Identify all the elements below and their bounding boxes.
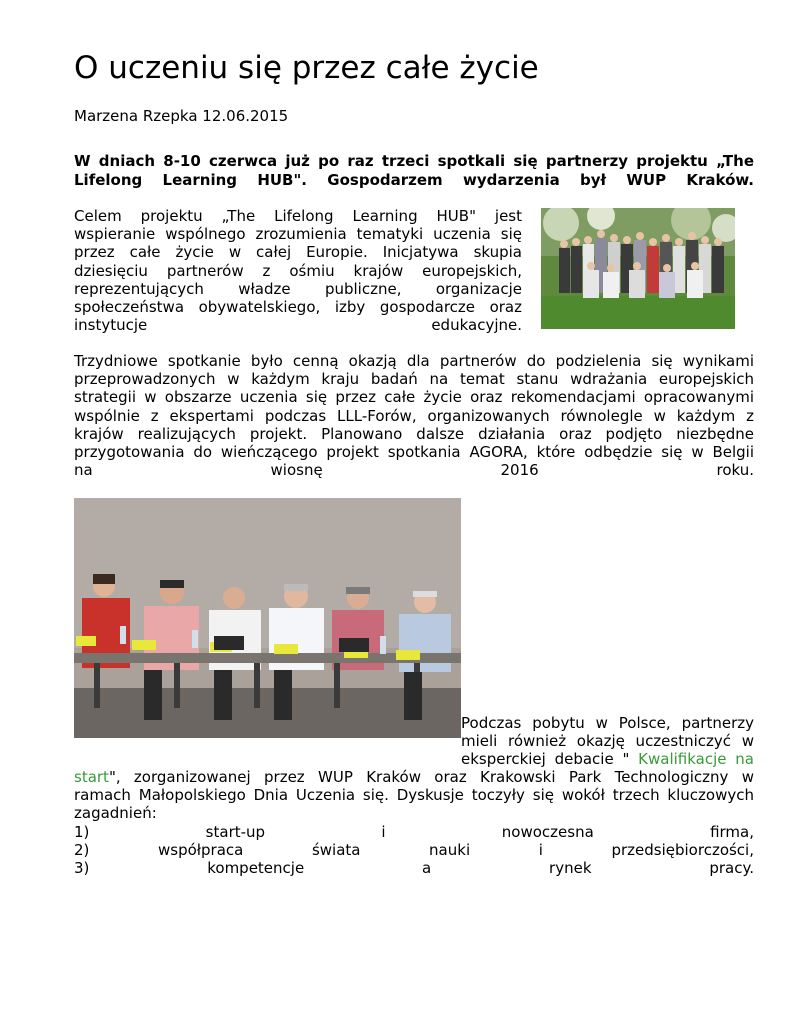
- text-line: przeprowadzonych w każdym kraju badań na temat stanu wdrażania europejskich: [74, 370, 754, 389]
- text-line: wspólnie z ekspertami podczas LLL-Forów, organizowanych równolegle w każdym z: [74, 406, 754, 425]
- text-line: na wiosnę 2016 roku.: [74, 461, 754, 480]
- text-line: mieli również okazję uczestniczyć w: [461, 732, 754, 751]
- paragraph-intro: [74, 207, 522, 334]
- article-lead: [74, 152, 754, 190]
- text-line: Trzydniowe spotkanie było cenną okazją dla partnerów do podzielenia się wynikami: [74, 352, 754, 370]
- text-line: wspieranie wspólnego zrozumienia tematyki uczenia się: [74, 225, 522, 244]
- text-line: Celem projektu „The Lifelong Learning HUB" jest: [74, 207, 522, 225]
- paragraph-meeting: [74, 352, 754, 479]
- list-item: 2) współpraca świata nauki i przedsiębiorczości,: [74, 840, 754, 859]
- text-line: Podczas pobytu w Polsce, partnerzy: [461, 714, 754, 732]
- text-line: [461, 750, 754, 768]
- text-line: przygotowania do wieńczącego projekt spotkania AGORA, które odbędzie się w Belgii: [74, 443, 754, 462]
- text-line: instytucje edukacyjne.: [74, 316, 522, 335]
- list-item: 3) kompetencje a rynek pracy.: [74, 859, 754, 878]
- text-line: społeczeństwa obywatelskiego, izby gospodarcze oraz: [74, 298, 522, 317]
- group-photo: [541, 208, 735, 329]
- article-title: O uczeniu się przez całe życie: [74, 50, 539, 86]
- text-fragment: eksperckiej debacie ": [461, 750, 639, 769]
- panel-debate-photo: [74, 498, 461, 738]
- event-link-part-2[interactable]: start: [74, 768, 109, 786]
- lead-line: Lifelong Learning HUB". Gospodarzem wydarzenia był WUP Kraków.: [74, 171, 754, 189]
- text-line: [74, 768, 754, 786]
- text-line: zagadnień:: [74, 804, 157, 823]
- article-byline: Marzena Rzepka 12.06.2015: [74, 107, 289, 125]
- paragraph-visit: [461, 714, 754, 769]
- text-line: ramach Małopolskiego Dnia Uczenia się. Dyskusje toczyły się wokół trzech kluczowych: [74, 786, 754, 805]
- text-line: przez całe życie w całej Europie. Inicjatywa skupia: [74, 243, 522, 262]
- lead-line: W dniach 8-10 czerwca już po raz trzeci spotkali się partnerzy projektu „The: [74, 152, 754, 170]
- text-line: dziesięciu partnerów z ośmiu krajów europejskich,: [74, 261, 522, 280]
- list-item: 1) start-up i nowoczesna firma,: [74, 822, 754, 841]
- text-line: reprezentujących władze publiczne, organizacje: [74, 279, 522, 298]
- paragraph-debate: [74, 768, 754, 877]
- event-link-part-1[interactable]: Kwalifikacje na: [638, 750, 754, 769]
- text-line: strategii w obszarze uczenia się przez całe życie oraz rekomendacjami opracowanymi: [74, 388, 754, 407]
- text-fragment: ", zorganizowanej przez WUP Kraków oraz Krakowski Park Technologiczny w: [108, 768, 754, 786]
- text-line: krajów realizujących projekt. Planowano dalsze działania oraz podjęto niezbędne: [74, 424, 754, 443]
